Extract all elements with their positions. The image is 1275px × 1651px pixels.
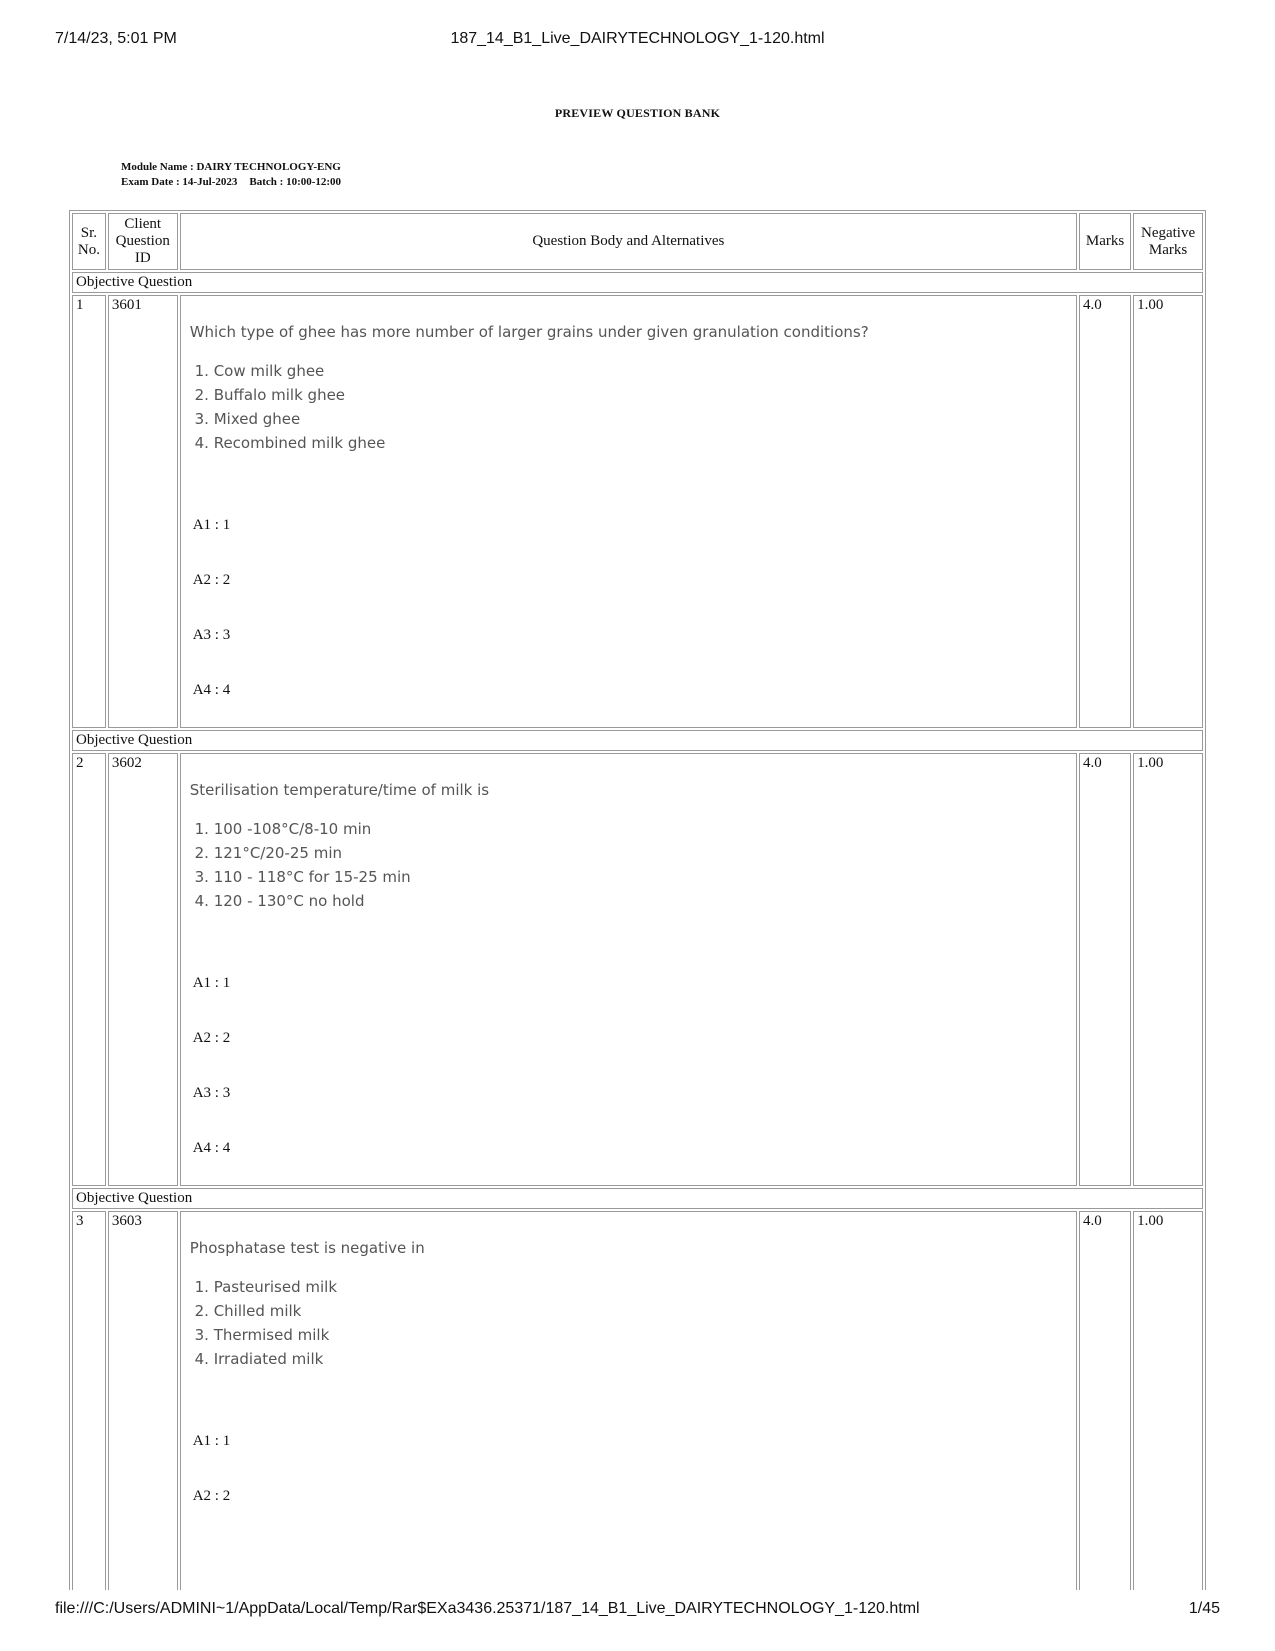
option-list: [190, 817, 1073, 913]
option-item: 3. 110 - 118°C for 15-25 min: [214, 865, 1073, 889]
print-header: [0, 30, 1275, 52]
question-text: Which type of ghee has more number of larger grains under given granulation conditions?: [189, 323, 869, 341]
module-info: [121, 160, 341, 190]
header-sr-no: Sr. No.: [72, 213, 106, 270]
option-item: 2. Chilled milk: [214, 1299, 1073, 1323]
alternative: A3 : 3: [192, 627, 231, 643]
alternative: A2 : 2: [192, 572, 231, 588]
section-label: Objective Question: [72, 730, 1203, 751]
question-table-grid: [69, 210, 1206, 1590]
alternative: A1 : 1: [192, 1433, 231, 1449]
alternative: A4 : 4: [192, 1140, 231, 1156]
exam-details: [121, 175, 341, 190]
print-doc-title: 187_14_B1_Live_DAIRYTECHNOLOGY_1-120.html: [450, 30, 825, 47]
question-row: [72, 753, 1203, 1186]
section-row: [72, 272, 1203, 293]
exam-date: Exam Date : 14-Jul-2023: [121, 176, 238, 188]
option-item: 3. Thermised milk: [214, 1323, 1073, 1347]
option-item: 4. 120 - 130°C no hold: [214, 889, 1073, 913]
option-item: 4. Recombined milk ghee: [214, 431, 1073, 455]
option-item: 1. 100 -108°C/8-10 min: [214, 817, 1073, 841]
header-client-id: Client Question ID: [108, 213, 178, 270]
alternative: A3 : 3: [192, 1085, 231, 1101]
marks-cell: 4.0: [1079, 1211, 1131, 1590]
negative-marks-cell: 1.00: [1133, 753, 1203, 1186]
negative-marks-cell: 1.00: [1133, 295, 1203, 728]
answer-alternatives: [193, 1433, 1073, 1590]
option-list: [190, 359, 1073, 455]
question-text: Phosphatase test is negative in: [189, 1239, 425, 1257]
question-row: [72, 295, 1203, 728]
question-body-cell: [180, 1211, 1077, 1590]
question-body: [184, 323, 1073, 455]
header-marks: Marks: [1079, 213, 1131, 270]
header-question-body: Question Body and Alternatives: [180, 213, 1077, 270]
marks-cell: 4.0: [1079, 295, 1131, 728]
alternative: A4 : 4: [192, 682, 231, 698]
answer-alternatives: [193, 517, 1073, 726]
question-body-cell: [180, 295, 1077, 728]
option-list: [190, 1275, 1073, 1371]
body-spacer: [193, 1543, 1073, 1590]
section-row: [72, 730, 1203, 751]
sr-no-cell: 2: [72, 753, 106, 1186]
page-number: 1/45: [1188, 1600, 1220, 1617]
alternative: A2 : 2: [192, 1030, 231, 1046]
alternative: A1 : 1: [192, 517, 231, 533]
section-label: Objective Question: [72, 272, 1203, 293]
option-item: 1. Cow milk ghee: [214, 359, 1073, 383]
client-id-cell: 3603: [108, 1211, 178, 1590]
sr-no-cell: 3: [72, 1211, 106, 1590]
question-table: [69, 210, 1206, 1590]
negative-marks-cell: 1.00: [1133, 1211, 1203, 1590]
question-body: [184, 1239, 1073, 1371]
batch: Batch : 10:00-12:00: [249, 176, 342, 188]
answer-alternatives: [193, 975, 1073, 1184]
option-item: 4. Irradiated milk: [214, 1347, 1073, 1371]
question-row: [72, 1211, 1203, 1590]
print-file-url: file:///C:/Users/ADMINI~1/AppData/Local/Temp/Rar$EXa3436.25371/187_14_B1_Live_DAIRYTECHNOLOGY_1-120.html: [55, 1600, 920, 1617]
client-id-cell: 3601: [108, 295, 178, 728]
table-header-row: [72, 213, 1203, 270]
marks-cell: 4.0: [1079, 753, 1131, 1186]
print-footer: [0, 1600, 1275, 1622]
option-item: 2. 121°C/20-25 min: [214, 841, 1073, 865]
header-negative-marks: Negative Marks: [1133, 213, 1203, 270]
section-label: Objective Question: [72, 1188, 1203, 1209]
option-item: 3. Mixed ghee: [214, 407, 1073, 431]
option-item: 2. Buffalo milk ghee: [214, 383, 1073, 407]
question-body: [184, 781, 1073, 913]
module-name: Module Name : DAIRY TECHNOLOGY-ENG: [121, 161, 341, 173]
alternative: A1 : 1: [192, 975, 231, 991]
client-id-cell: 3602: [108, 753, 178, 1186]
page-title: PREVIEW QUESTION BANK: [554, 106, 721, 120]
option-item: 1. Pasteurised milk: [214, 1275, 1073, 1299]
section-row: [72, 1188, 1203, 1209]
print-datetime: 7/14/23, 5:01 PM: [55, 30, 177, 47]
question-text: Sterilisation temperature/time of milk is: [189, 781, 490, 799]
question-body-cell: [180, 753, 1077, 1186]
sr-no-cell: 1: [72, 295, 106, 728]
alternative: A2 : 2: [192, 1488, 231, 1504]
